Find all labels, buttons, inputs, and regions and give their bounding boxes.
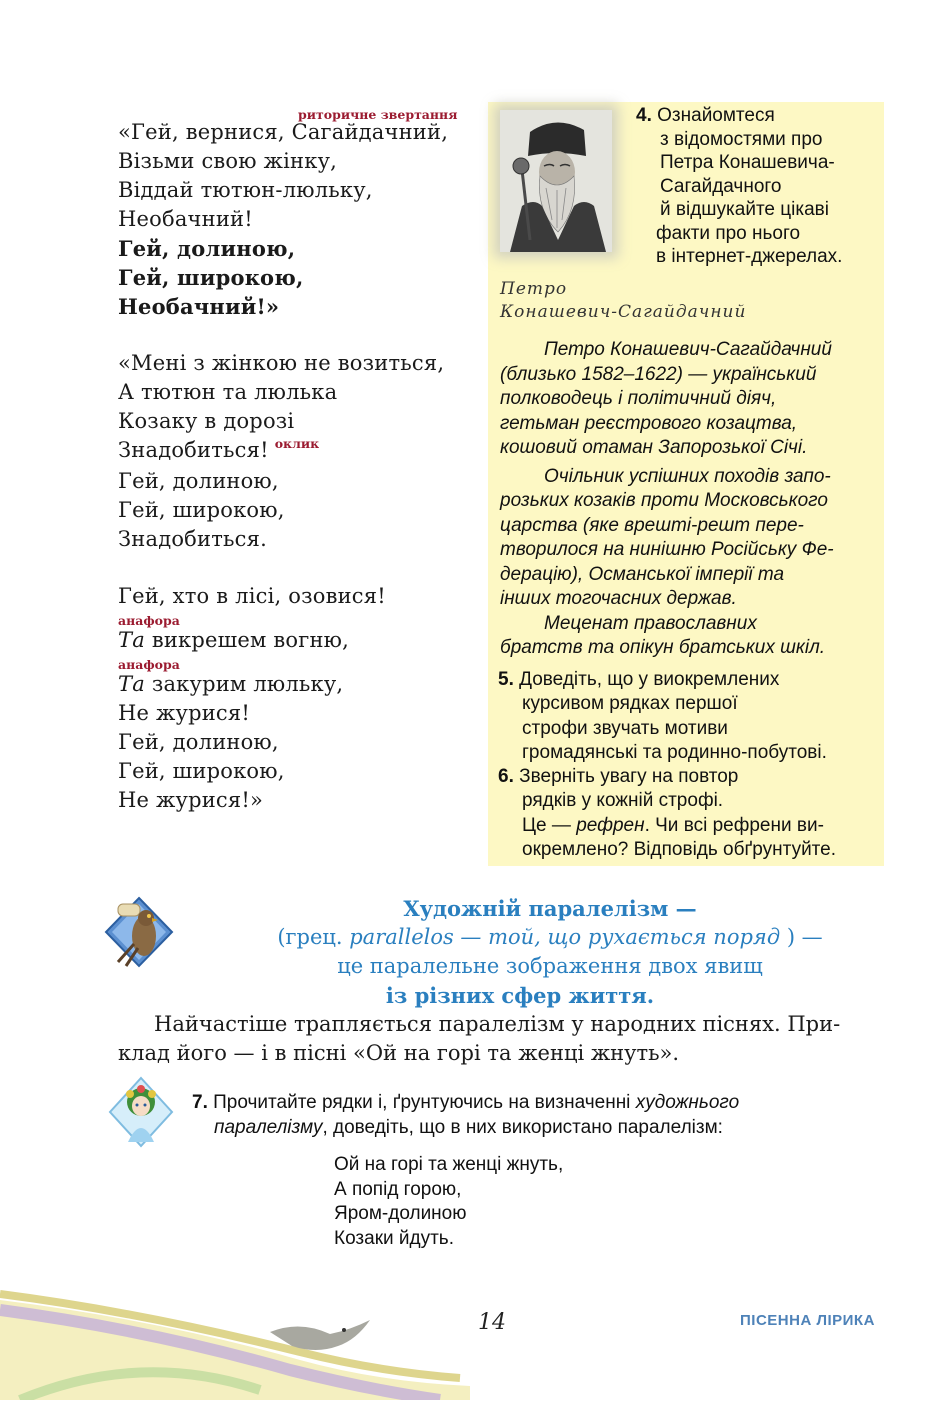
question-text: рядків у кожній строфі. xyxy=(522,790,724,812)
question-number: 7. xyxy=(192,1092,208,1113)
question-text: курсивом рядках першої xyxy=(522,693,738,715)
poem-line: А попід горою, xyxy=(334,1178,462,1200)
question-number: 6. xyxy=(498,766,514,788)
poem xyxy=(118,107,478,815)
question-term: паралелізму xyxy=(214,1117,323,1138)
poem-line: Ой на горі та женці жнуть, xyxy=(334,1154,564,1175)
portrait-icon xyxy=(500,110,612,252)
bio-line: інших тогочасних держав. xyxy=(500,588,737,609)
poem-line: Гей, хто в лісі, озовися! xyxy=(118,584,386,608)
biography xyxy=(500,338,876,661)
caption-line: Петро xyxy=(500,279,568,299)
poem-line-text: закурим люльку, xyxy=(144,672,344,696)
poem-line: Знадобиться. xyxy=(118,527,267,551)
question-number: 4. xyxy=(636,105,652,126)
definition-text: ) — xyxy=(780,925,823,949)
question-text: громадянські та родинно-побутові. xyxy=(522,741,827,763)
poem-line: Козаки йдуть. xyxy=(334,1227,454,1249)
question-text: Зверніть увагу на повтор xyxy=(519,766,739,788)
anaphora-note: анафора xyxy=(118,613,180,628)
poem-line-text: викрешем вогню, xyxy=(144,628,350,652)
poem-line: Не журися! xyxy=(118,701,250,725)
anaphora-word: Та xyxy=(118,628,145,652)
question-4 xyxy=(636,104,876,269)
question-text: Сагайдачного xyxy=(660,175,782,197)
bio-line: Петро Конашевич-Сагайдачний xyxy=(544,339,832,360)
question-text: . Чи всі рефрени ви- xyxy=(644,814,824,836)
bio-line: гетьман реєстрового козацтва, xyxy=(500,412,798,434)
bio-line: кошовий отаман Запорозької Січі. xyxy=(500,437,808,458)
girl-wreath-icon xyxy=(108,1076,174,1148)
stanza-3 xyxy=(118,582,478,815)
folk-song-excerpt xyxy=(334,1153,563,1251)
poem-line: Необачний! xyxy=(118,207,253,231)
anaphora-note: анафора xyxy=(118,657,180,672)
question-text: в інтернет-джерелах. xyxy=(656,246,843,267)
bio-line: Меценат православних xyxy=(544,612,757,634)
anaphora-word: Та xyxy=(118,672,145,696)
question-text: Доведіть, що у виокремлених xyxy=(519,669,780,690)
bio-line: (близько 1582–1622) — український xyxy=(500,363,817,385)
poem-line: «Мені з жінкою не возиться, xyxy=(118,351,445,375)
paragraph-line: Найчастіше трапляється паралелізм у народних піснях. При- xyxy=(154,1012,841,1036)
paragraph-line: клад його — і в пісні «Ой на горі та женці жнуть». xyxy=(118,1041,680,1065)
question-7 xyxy=(192,1090,872,1140)
question-term: художнього xyxy=(635,1092,740,1113)
page-number: 14 xyxy=(478,1310,506,1335)
question-text: Це — xyxy=(522,814,577,836)
question-text: , доведіть, що в них використано паралелізм: xyxy=(322,1117,723,1138)
poem-line: Не журися!» xyxy=(118,788,264,812)
definition-text: (грец. xyxy=(277,925,350,949)
bio-line: Очільник успішних походів запо- xyxy=(544,465,831,487)
definition-etymology: parallelos — той, що рухається поряд xyxy=(349,925,781,949)
questions-5-6 xyxy=(498,668,878,862)
swallow-footer-decoration xyxy=(0,1290,470,1400)
question-number: 5. xyxy=(498,669,514,690)
poem-line xyxy=(118,670,478,699)
question-text: строфи звучать мотиви xyxy=(522,717,728,739)
paragraph xyxy=(118,1010,878,1068)
poem-line: Візьми свою жінку, xyxy=(118,149,338,173)
question-text: факти про нього xyxy=(656,222,801,244)
poem-line-bold: Гей, долиною, xyxy=(118,236,296,261)
question-text: Прочитайте рядки і, ґрунтуючись на визначенні xyxy=(213,1092,636,1113)
poem-line: Гей, долиною, xyxy=(118,730,279,754)
definition-term: Художній паралелізм — xyxy=(403,896,697,921)
refren-term: рефрен xyxy=(576,814,645,836)
bio-line: розьких козаків проти Московського xyxy=(500,490,828,511)
poem-line: А тютюн та люлька xyxy=(118,380,338,404)
portrait-caption xyxy=(500,278,746,324)
exclamation-note: оклик xyxy=(274,436,320,451)
question-text: Петра Конашевича- xyxy=(660,152,835,173)
definition-text: із різних сфер життя. xyxy=(385,983,655,1008)
poem-line: Гей, широкою, xyxy=(118,759,285,783)
section-title: ПІСЕННА ЛІРИКА xyxy=(740,1312,875,1329)
poem-line: «Гей, вернися, Сагайдачний, xyxy=(118,120,449,144)
definition-text: це паралельне зображення двох явищ xyxy=(337,954,763,978)
question-text: Ознайомтеся xyxy=(657,105,775,126)
question-text: окремлено? Відповідь обґрунтуйте. xyxy=(522,839,837,861)
poem-line: Яром-долиною xyxy=(334,1203,467,1224)
poem-line: Гей, широкою, xyxy=(118,498,285,522)
poem-line: Віддай тютюн-люльку, xyxy=(118,178,373,202)
question-text: з відомостями про xyxy=(660,128,823,150)
bio-line: дерацію), Османської імперії та xyxy=(500,563,785,585)
stanza-1 xyxy=(118,118,478,321)
question-text: й відшукайте цікаві xyxy=(660,199,829,220)
definition xyxy=(230,894,870,1010)
bio-line: братств та опікун братських шкіл. xyxy=(500,637,826,658)
poem-line-text: Знадобиться! xyxy=(118,438,269,462)
bio-line: творилося на нинішню Російську Фе- xyxy=(500,539,834,560)
owl-scroll-icon xyxy=(104,896,174,968)
poem-line-bold: Гей, широкою, xyxy=(118,265,304,290)
poem-line xyxy=(118,436,478,467)
rhetorical-address-note: риторичне звертання xyxy=(298,107,458,122)
portrait-image xyxy=(500,110,612,252)
poem-line: Гей, долиною, xyxy=(118,469,279,493)
poem-line xyxy=(118,626,478,655)
poem-line-bold: Необачний!» xyxy=(118,294,280,319)
stanza-2 xyxy=(118,349,478,554)
bio-line: полководець і політичний діяч, xyxy=(500,388,777,409)
caption-line: Конашевич-Сагайдачний xyxy=(500,302,747,322)
bio-line: царства (яке врешті-решт пере- xyxy=(500,514,804,536)
poem-line: Козаку в дорозі xyxy=(118,409,295,433)
